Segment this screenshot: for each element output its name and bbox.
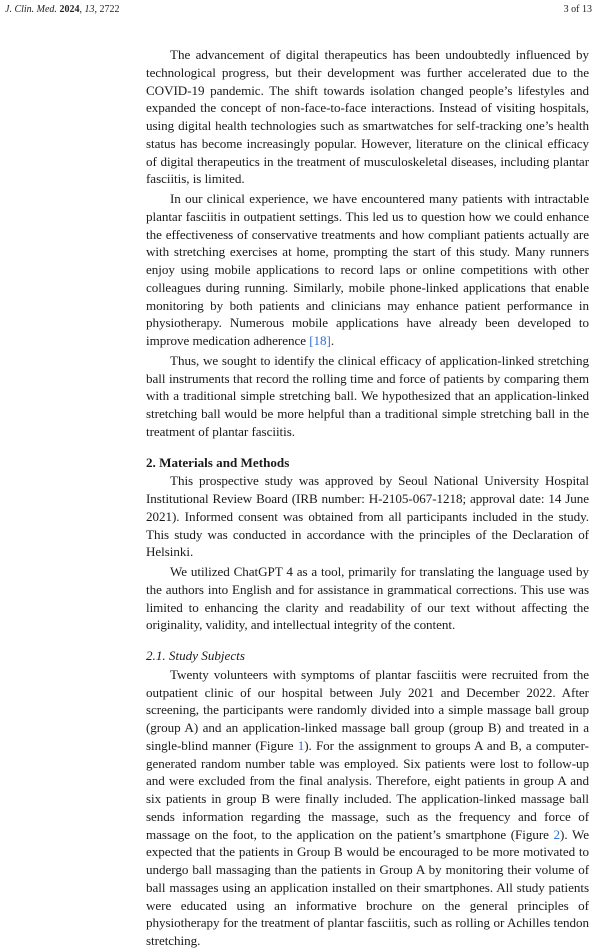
subjects-text-c: ). We expected that the patients in Group B would be encouraged to be more motivated to undergo ball massaging than the patients in Group A by monitoring their volume of ball massages using an application installed on their smartphones. All study patients were educated using an informative brochure on the general principles of physiotherapy for the treatment of plantar fasciitis, such as rolling or Achilles tendon stretching.	[146, 826, 589, 948]
figure-link-2[interactable]: 2	[553, 826, 561, 842]
subjects-text-b: ). For the assignment to groups A and B, a computer-generated random number table was employed. Six patients were lost to follow-up and were excluded from the final analysis. Therefore, eight patients in group A and six patients in group B were finally included. The application-linked massage ball sends information regarding the massage, such as the frequency and force of massage on the foot, to the application on the patient’s smartphone (Figure	[146, 737, 589, 842]
methods-paragraph-2: We utilized ChatGPT 4 as a tool, primarily for translating the language used by the authors into English and for assistance in grammatical corrections. This use was limited to enhancing the clarity and readability of our text without affecting the originality, validity, and intellectual integrity of the content.	[146, 564, 589, 633]
intro-paragraph-2-text: In our clinical experience, we have encountered many patients with intractable plantar fasciitis in outpatient settings. This led us to question how we could enhance the effectiveness of conservative treatments and how compliant patients actually are with stretching exercises at home, prompting the start of this study. Many runners enjoy using mobile applications to record laps or online competitions with other colleagues during running. Similarly, mobile phone-linked applications that enable monitoring by both patients and clinicians may enhance patient performance in physiotherapy. Numerous mobile applications have already been developed to improve medication adherence	[146, 191, 589, 348]
intro-paragraph-1: The advancement of digital therapeutics has been undoubtedly influenced by technological progress, but their development was further accelerated due to the COVID-19 pandemic. The shift towards isolation changed people’s lifestyles and expanded the concept of non-face-to-face interactions. Instead of visiting hospitals, using digital health technologies such as smartwatches for self-tracking one’s health status has become increasingly popular. However, literature on the clinical efficacy of digital therapeutics in the treatment of musculoskeletal diseases, including plantar fasciitis, is limited.	[146, 47, 589, 187]
subjects-text-a: Twenty volunteers with symptoms of plantar fasciitis were recruited from the outpatient clinic of our hospital between July 2021 and December 2022. After screening, the participants were randomly divided into a simple massage ball group (group A) and an application-linked massage ball group (group B) and treated in a single-blind manner (Figure	[146, 666, 589, 753]
methods-paragraph-1: This prospective study was approved by Seoul National University Hospital Institutional Review Board (IRB number: H-2105-067-1218; approval date: 14 June 2021). Informed consent was obtained from all participants included in the study. This study was conducted in accordance with the principles of the Declaration of Helsinki.	[146, 473, 589, 560]
page-body	[146, 46, 589, 950]
journal-year: 2024	[59, 4, 80, 15]
article-number: 2722	[99, 4, 120, 15]
section-heading-methods: 2. Materials and Methods	[146, 454, 290, 470]
citation-link-18[interactable]: [18]	[309, 333, 331, 348]
page-number: 3 of 13	[563, 4, 592, 15]
figure-link-1[interactable]: 1	[297, 737, 305, 753]
intro-paragraph-3: Thus, we sought to identify the clinical efficacy of application-linked stretching ball instruments that record the rolling time and force of patients by comparing them with a traditional simple stretching ball. We hypothesized that an application-linked stretching ball would be more helpful than a traditional simple stretching ball in the treatment of plantar fasciitis.	[146, 352, 589, 439]
subjects-paragraph-1	[146, 666, 589, 950]
journal-name: J. Clin. Med.	[5, 4, 57, 15]
journal-citation: J. Clin. Med. 2024, 13, 2722	[5, 4, 120, 15]
intro-paragraph-2-end: .	[330, 333, 335, 348]
subsection-heading-study-subjects: 2.1. Study Subjects	[146, 648, 245, 663]
intro-paragraph-2	[146, 190, 589, 350]
journal-volume: 13	[84, 4, 95, 15]
page-header	[5, 4, 592, 20]
